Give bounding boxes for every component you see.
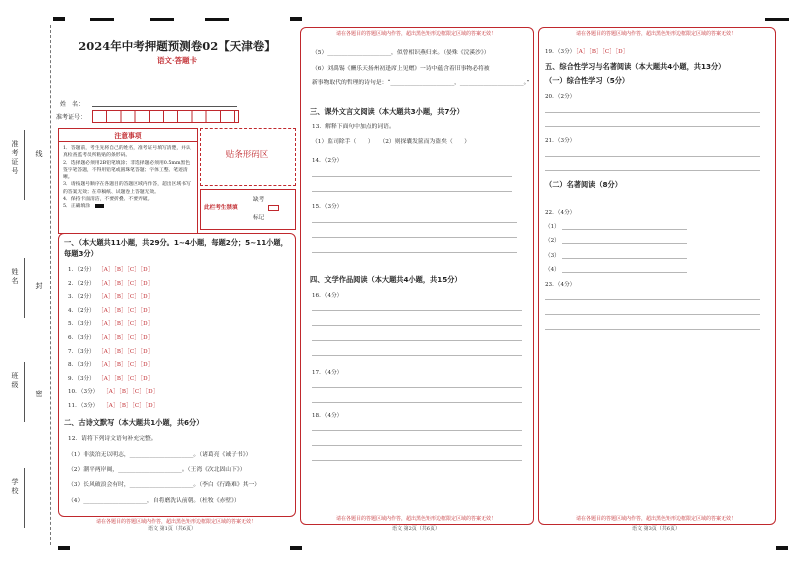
p5-line[interactable]: （5）______________________，似曾相识燕归来。（晏殊《浣溪沙》） — [312, 50, 490, 56]
binding-label-seal: 封 — [35, 282, 43, 291]
page-number: 语文 第2页（共6页） — [392, 526, 440, 532]
poem-line[interactable]: （1）非淡泊无以明志，______________________。（诸葛亮《诫子书》） — [68, 452, 252, 458]
registration-mark — [53, 17, 65, 21]
absent-checkbox[interactable] — [268, 205, 279, 211]
q20-label: 20．（2分） — [545, 94, 576, 100]
q12-prompt: 12．请将下列诗文语句补充完整。 — [68, 436, 157, 442]
binding-field-line[interactable] — [24, 362, 25, 422]
binding-field-line[interactable] — [24, 258, 25, 318]
q21-label: 21．（3分） — [545, 138, 576, 144]
top-warning: 请在各题目的答题区域内作答，超出黑色矩形边框限定区域的答案无效！ — [335, 31, 496, 37]
mc-options[interactable]: ［A］［B］［C］［D］ — [98, 267, 154, 273]
binding-label-name: 姓名 — [11, 268, 19, 286]
exam-no-boxes[interactable] — [92, 110, 239, 123]
q16-label: 16．（4分） — [312, 293, 343, 299]
mc-question-label: 11．（3分） — [68, 403, 99, 409]
q22-sub: （1） — [545, 224, 560, 230]
registration-mark — [90, 18, 114, 21]
poem-line[interactable]: （3）长风破浪会有时，______________________。（李白《行路难》其一） — [68, 482, 261, 488]
mc-question-label: 7．（3分） — [68, 348, 95, 355]
poem-line[interactable]: （2）潮平两岸阔，______________________。（王湾《次北固山下》） — [68, 467, 246, 473]
barcode-label: 贴条形码区 — [225, 150, 269, 160]
section5-heading: 五、综合性学习与名著阅读（本大题共4小题，共13分） — [545, 62, 726, 71]
mc-question-label: 3．（2分） — [68, 294, 95, 301]
page-number: 语文 第1页（共6页） — [148, 526, 196, 532]
q22-label: 22．（4分） — [545, 210, 576, 216]
page-subtitle: 语文·答题卡 — [156, 56, 198, 65]
mc-options[interactable]: ［A］［B］［C］［D］ — [103, 403, 159, 409]
registration-mark — [290, 17, 302, 21]
mc-question-label: 10．（3分） — [68, 389, 99, 396]
notice-item: 3．请按题号顺序在各题目的答题区域内作答，超出区域书写的答案无效；在草稿纸、试题卷上答题无效。 — [63, 182, 191, 195]
poem-line[interactable]: （4）______________________，自将磨洗认前朝。（杜牧《赤壁》） — [68, 498, 240, 504]
absent-mark-label: 缺考 — [253, 197, 265, 203]
binding-label-exam-no: 准考证号 — [11, 140, 19, 176]
filled-sample-mark — [95, 204, 104, 208]
mc-options[interactable]: ［A］［B］［C］［D］ — [103, 389, 159, 396]
mc-options[interactable]: ［A］［B］［C］［D］ — [98, 321, 154, 328]
sub2-heading: （二）名著阅读（8分） — [545, 180, 622, 189]
registration-mark — [205, 18, 229, 21]
mc-question-label: 9．（3分） — [68, 375, 95, 382]
notice-item: 1．答题前，考生先将自己的姓名，准考证号填写清楚，并认真检查监考员所粘贴的条形码。 — [63, 146, 191, 159]
registration-mark — [150, 18, 174, 21]
absent-mark-label: 标记 — [253, 215, 265, 221]
absent-label: 此栏考生禁填 — [204, 205, 238, 211]
mc-options[interactable]: ［A］［B］［C］［D］ — [98, 307, 154, 314]
mc-question-label: 5．（3分） — [68, 321, 95, 328]
registration-mark — [776, 546, 788, 550]
mc-options[interactable]: ［A］［B］［C］［D］ — [98, 362, 154, 369]
notice-item: 2．选择题必须用2B铅笔填涂；非选择题必须用0.5mm黑色签字笔答题，不得用铅笔或圆珠笔答题；字体工整、笔迹清晰。 — [63, 160, 191, 181]
section2-heading: 二、古诗文默写（本大题共1小题，共6分） — [64, 418, 204, 427]
notice-box — [58, 128, 198, 234]
bottom-warning: 请在各题目的答题区域内作答，超出黑色矩形边框限定区域的答案无效！ — [95, 519, 256, 525]
notice-item: 4．保持卡面清洁，不要折叠、不要弄破。 — [63, 197, 153, 203]
notice-item: 5．正确填涂 — [63, 204, 91, 210]
binding-label-secret: 密 — [35, 390, 43, 399]
binding-field-line[interactable] — [24, 468, 25, 528]
mc-options[interactable]: ［A］［B］［C］［D］ — [98, 280, 154, 287]
p6-line: （6）刘禹锡《酬乐天扬州初逢席上见赠》一诗中蕴含着旧事物必将被 — [312, 66, 490, 72]
q22-sub: （3） — [545, 253, 560, 259]
mc-question-label: 2．（2分） — [68, 280, 95, 287]
mc-options[interactable]: ［A］［B］［C］［D］ — [98, 375, 154, 382]
q23-label: 23．（4分） — [545, 282, 576, 288]
name-label: 姓 名： — [60, 101, 85, 108]
q15-label: 15．（3分） — [312, 204, 343, 210]
bottom-warning: 请在各题目的答题区域内作答，超出黑色矩形边框限定区域的答案无效！ — [335, 516, 496, 522]
section1-heading: 一、（本大题共11小题，共29分。1~4小题，每题2分；5~11小题，每题3分） — [64, 238, 288, 258]
mc-options[interactable]: ［A］［B］［C］［D］ — [98, 294, 154, 301]
mc-options[interactable]: ［A］［B］［C］［D］ — [98, 348, 154, 355]
mc-question-label: 1．（2分） — [68, 267, 95, 273]
q14-label: 14．（2分） — [312, 158, 343, 164]
page-title: 2024年中考押题预测卷02【天津卷】 — [78, 39, 276, 53]
binding-label-class: 班级 — [11, 372, 19, 390]
q13-subitems[interactable]: （1）监司除手（ ） （2）则探囊发篋而为盗矣（ ） — [312, 139, 471, 145]
mc-question-label: 4．（2分） — [68, 307, 95, 314]
binding-field-line[interactable] — [24, 130, 25, 200]
q19-label: 19．（3分） — [545, 49, 576, 55]
binding-label-school: 学校 — [11, 478, 19, 496]
section3-heading: 三、课外文言文阅读（本大题共3小题，共7分） — [310, 107, 464, 116]
q22-sub: （2） — [545, 238, 560, 244]
mc-question-label: 6．（3分） — [68, 335, 95, 341]
registration-mark — [58, 546, 70, 550]
q13-prompt: 13．解释下面句中加点的词语。 — [312, 124, 395, 130]
page-number: 语文 第3页（共6页） — [632, 526, 680, 532]
q22-sub: （4） — [545, 267, 560, 273]
q18-label: 18．（4分） — [312, 413, 343, 419]
notice-heading: 注意事项 — [59, 129, 197, 142]
registration-mark — [765, 18, 789, 21]
registration-mark — [290, 546, 302, 550]
top-warning: 请在各题目的答题区域内作答，超出黑色矩形边框限定区域的答案无效！ — [575, 31, 736, 37]
section4-heading: 四、文学作品阅读（本大题共4小题，共15分） — [310, 275, 462, 284]
mc-question-label: 8．（3分） — [68, 362, 95, 369]
binding-label-line: 线 — [35, 150, 43, 159]
p6-line[interactable]: 新事物取代的哲理的诗句是：“______________________，______________________。” — [312, 80, 530, 86]
binding-line — [50, 25, 51, 545]
exam-no-label: 准考证号： — [56, 114, 87, 121]
mc-options[interactable]: ［A］［B］［C］［D］ — [98, 335, 154, 341]
sub1-heading: （一）综合性学习（5分） — [545, 76, 630, 85]
name-field[interactable] — [92, 106, 237, 107]
q19-options[interactable]: ［A］［B］［C］［D］ — [573, 49, 629, 55]
page3-answer-frame — [538, 27, 776, 525]
q17-label: 17．（4分） — [312, 370, 343, 376]
bottom-warning: 请在各题目的答题区域内作答，超出黑色矩形边框限定区域的答案无效！ — [575, 516, 736, 522]
